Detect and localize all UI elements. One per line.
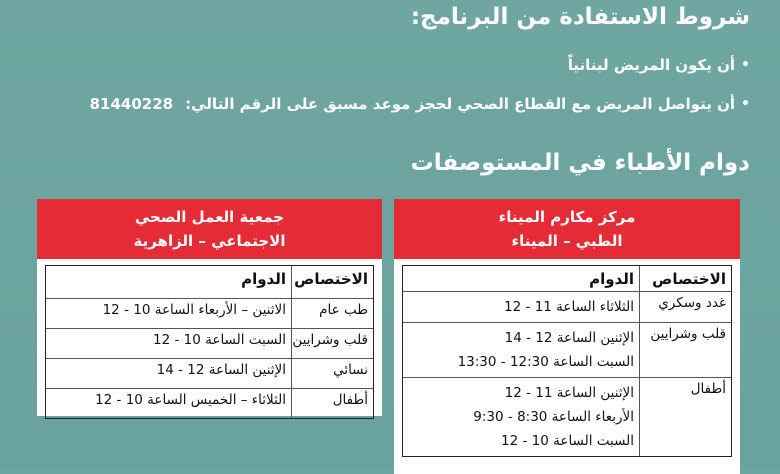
bullet-icon: • <box>741 96 750 112</box>
hours-line: الإثنين الساعة 12 - 14 <box>504 330 634 346</box>
condition-item-lebanese <box>568 56 750 74</box>
clinic-card-mina <box>394 199 740 474</box>
specialty-cell: غدد وسكري <box>639 292 731 322</box>
table-row <box>46 329 373 359</box>
specialty-cell: قلب وشرايين <box>291 329 373 358</box>
conditions-title: شروط الاستفادة من البرنامج: <box>410 4 750 30</box>
table-row <box>46 389 373 418</box>
clinic-name-line2: الاجتماعي – الزاهرية <box>133 232 286 250</box>
column-header-specialty: الاختصاص <box>639 266 731 291</box>
table-row <box>46 359 373 389</box>
clinic-name-line1: مركز مكارم الميناء <box>498 208 636 226</box>
specialty-cell: أطفال <box>291 389 373 418</box>
condition-text: أن يكون المريض لبنانياً <box>567 56 736 74</box>
column-header-hours: الدوام <box>241 270 286 288</box>
table-row <box>403 323 731 378</box>
hours-line: السبت الساعة 10 - 12 <box>501 433 634 449</box>
table-header-row <box>46 266 373 299</box>
schedule-table <box>402 265 732 457</box>
hours-cell <box>403 378 639 456</box>
phone-number[interactable]: 81440228 <box>89 95 174 113</box>
specialty-cell: طب عام <box>291 299 373 328</box>
table-row <box>403 292 731 323</box>
column-header-specialty: الاختصاص <box>291 266 373 298</box>
condition-text: أن يتواصل المريض مع القطاع الصحي لحجز موعد مسبق على الرقم التالي: <box>185 95 736 113</box>
clinic-card-zahrieh <box>37 199 382 416</box>
specialty-cell: أطفال <box>639 378 731 456</box>
hours-line: السبت الساعة 12:30 - 13:30 <box>457 354 634 370</box>
condition-item-booking <box>90 95 750 113</box>
hours-cell <box>403 292 639 322</box>
hours-cell: الثلاثاء – الخميس الساعة 10 - 12 <box>95 392 286 408</box>
table-header-row <box>403 266 731 292</box>
hours-line: الإثنين الساعة 11 - 12 <box>504 385 634 401</box>
table-row <box>403 378 731 456</box>
clinic-name-line1: جمعية العمل الصحي <box>134 208 285 226</box>
hours-cell: الإثنين الساعة 12 - 14 <box>156 362 286 378</box>
hours-section-title: دوام الأطباء في المستوصفات <box>410 150 750 176</box>
hours-line: الثلاثاء الساعة 11 - 12 <box>504 299 634 315</box>
clinic-name-line2: الطبي – الميناء <box>511 232 623 250</box>
table-row <box>46 299 373 329</box>
bullet-icon: • <box>741 57 750 73</box>
clinic-header <box>394 199 740 259</box>
specialty-cell: نسائي <box>291 359 373 388</box>
hours-cell: الاثنين – الأربعاء الساعة 10 - 12 <box>102 302 286 318</box>
specialty-cell: قلب وشرايين <box>639 323 731 377</box>
hours-line: الأربعاء الساعة 8:30 - 9:30 <box>473 409 634 425</box>
column-header-hours: الدوام <box>589 270 634 288</box>
schedule-table <box>45 265 374 419</box>
clinic-header <box>37 199 382 259</box>
hours-cell: السبت الساعة 10 - 12 <box>153 332 286 348</box>
hours-cell <box>403 323 639 377</box>
